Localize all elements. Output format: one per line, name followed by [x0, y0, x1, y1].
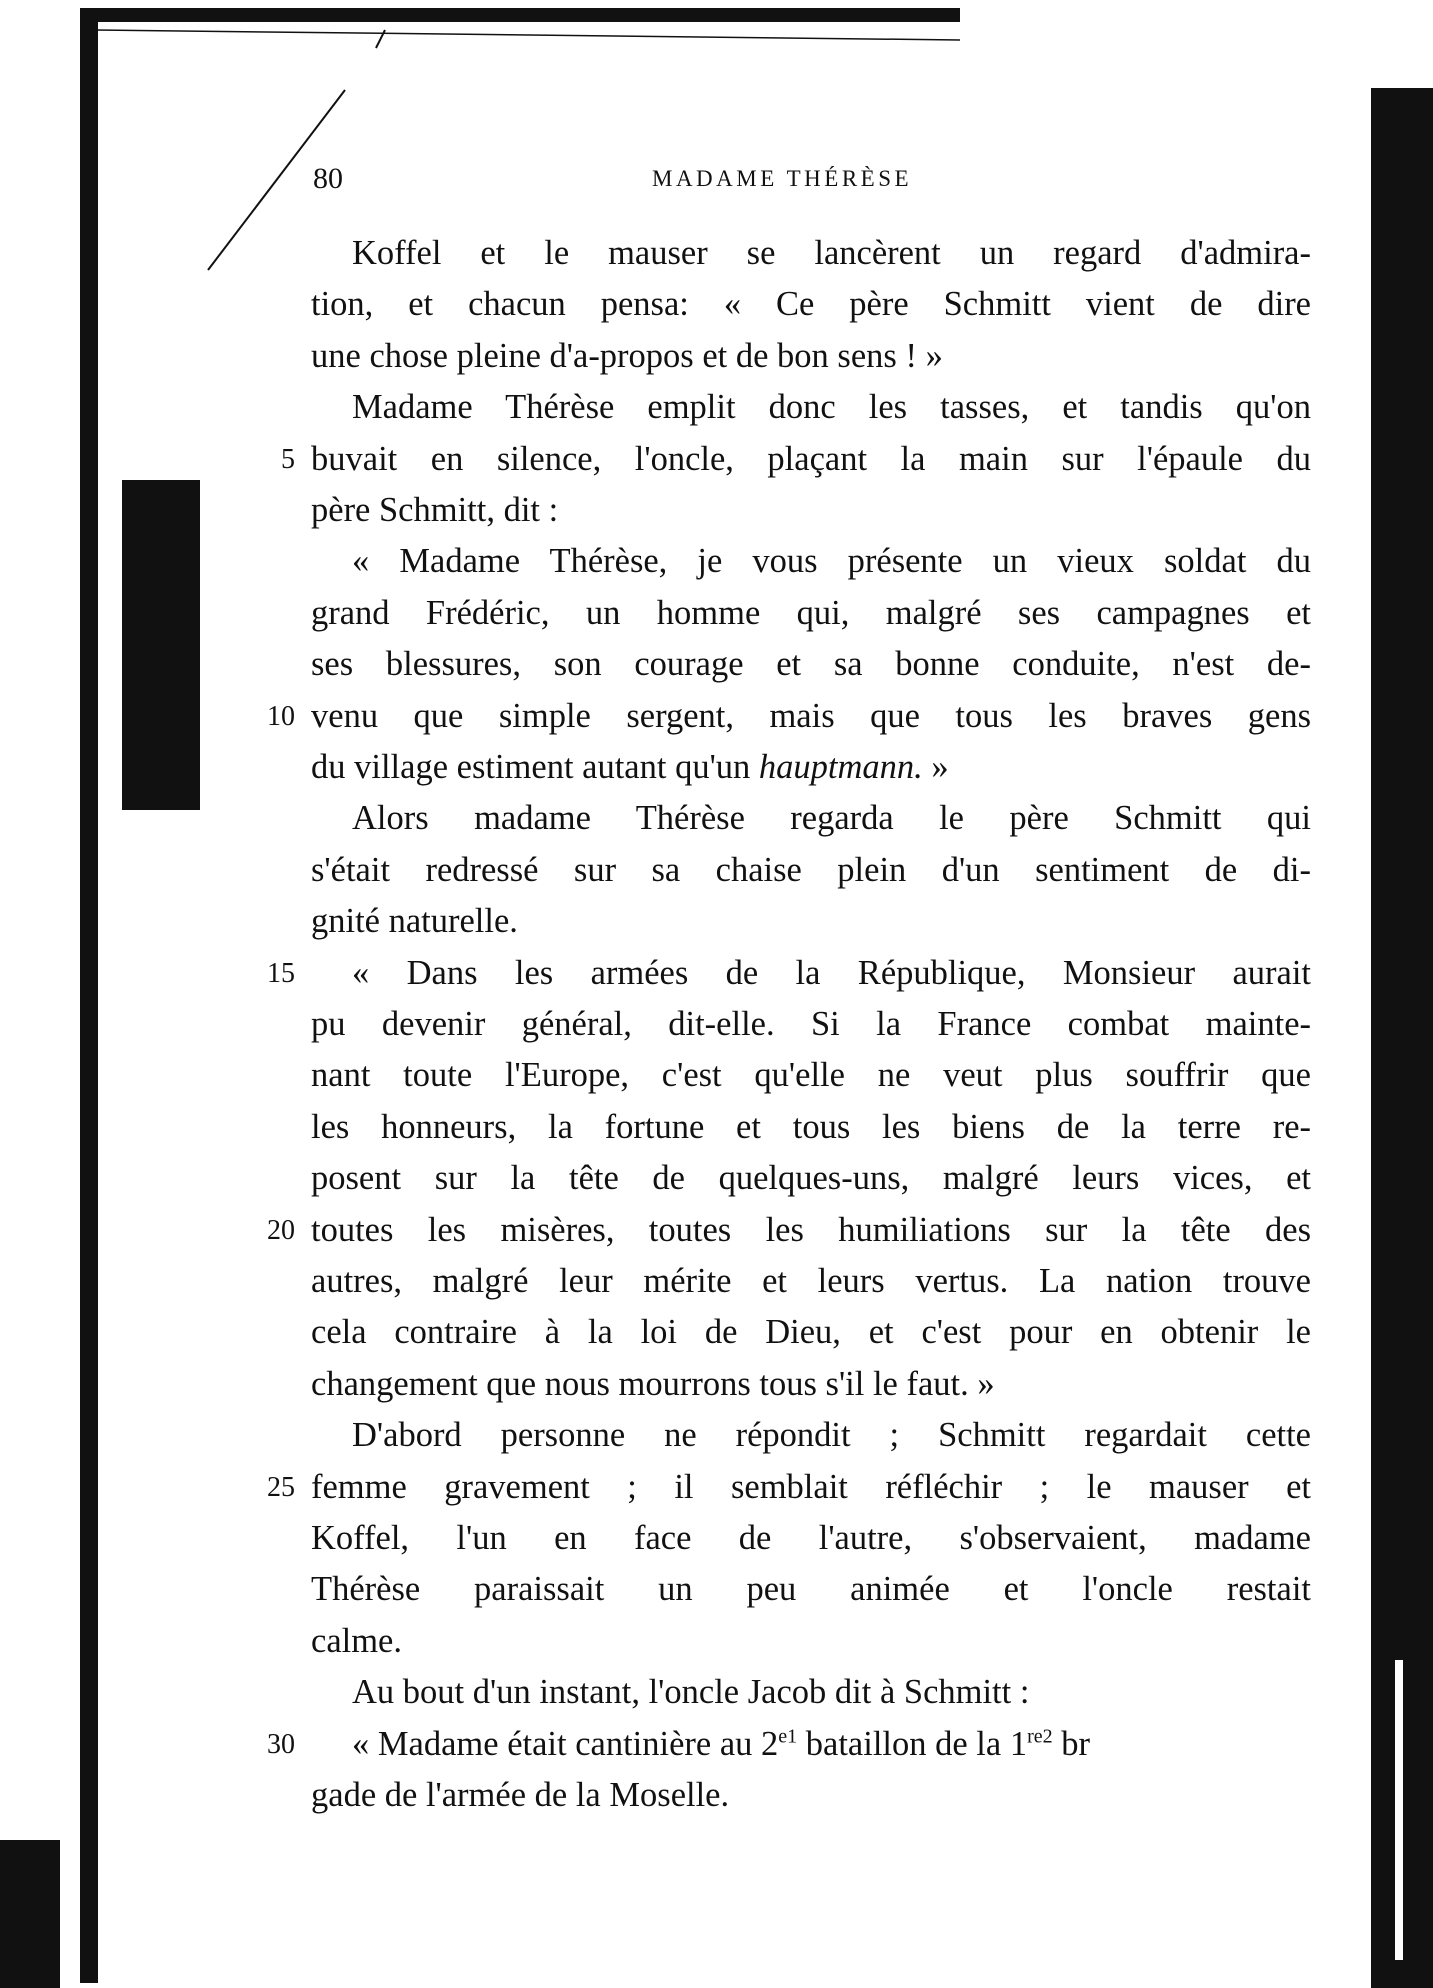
text-run: venu que simple sergent, mais que tous les braves gens — [311, 697, 1311, 735]
text-run: Thérèse paraissait un peu animée et l'oncle restait — [311, 1570, 1311, 1608]
text-run: buvait en silence, l'oncle, plaçant la main sur l'épaule du — [311, 440, 1311, 478]
text-run: » — [922, 748, 949, 786]
text-line — [311, 279, 1311, 330]
text-run: gnité naturelle. — [311, 902, 518, 940]
text-line — [311, 1616, 1311, 1667]
text-line — [311, 1359, 1311, 1410]
text-line — [311, 1770, 1311, 1821]
text-run: nant toute l'Europe, c'est qu'elle ne veut plus souffrir que — [311, 1056, 1311, 1094]
text-line — [352, 228, 1311, 279]
superscript: e1 — [778, 1725, 798, 1748]
text-line — [311, 742, 1311, 793]
text-line — [311, 1205, 1311, 1256]
text-line — [352, 1410, 1311, 1461]
text-run: cela contraire à la loi de Dieu, et c'est pour en obtenir le — [311, 1313, 1311, 1351]
line-number: 20 — [267, 1215, 295, 1246]
text-line — [311, 845, 1311, 896]
text-line — [311, 1462, 1311, 1513]
text-line — [311, 691, 1311, 742]
scan-smudge — [122, 480, 200, 810]
text-run: autres, malgré leur mérite et leurs vertus. La nation trouve — [311, 1262, 1311, 1300]
line-number: 15 — [267, 958, 295, 989]
text-run: père Schmitt, dit : — [311, 491, 559, 529]
scan-border-gap — [1395, 1660, 1403, 1960]
text-run: gade de l'armée de la Moselle. — [311, 1776, 730, 1814]
text-line — [311, 639, 1311, 690]
text-line — [311, 1153, 1311, 1204]
text-line — [352, 948, 1311, 999]
text-run: toutes les misères, toutes les humiliations sur la tête des — [311, 1211, 1311, 1249]
text-line — [311, 434, 1311, 485]
text-line — [352, 536, 1311, 587]
text-line — [311, 896, 1311, 947]
text-line — [311, 1307, 1311, 1358]
text-run: calme. — [311, 1622, 402, 1660]
text-line — [311, 999, 1311, 1050]
running-title: MADAME THÉRÈSE — [652, 166, 913, 191]
text-run: « Madame était cantinière au 2 — [352, 1725, 779, 1763]
text-run: « Dans les armées de la République, Monsieur aurait — [352, 954, 1311, 992]
italic-word: hauptmann. — [758, 748, 923, 786]
scan-border-left — [80, 8, 98, 1983]
text-run: br — [1052, 1725, 1091, 1763]
text-run: Koffel et le mauser se lancèrent un regard d'admira- — [352, 234, 1311, 272]
text-line — [311, 485, 1311, 536]
text-line — [311, 588, 1311, 639]
text-run: pu devenir général, dit-elle. Si la France combat mainte- — [311, 1005, 1311, 1043]
scan-corner-shadow — [0, 1840, 60, 1988]
text-line — [352, 793, 1311, 844]
page-number: 80 — [313, 162, 343, 195]
text-run: posent sur la tête de quelques-uns, malgré leurs vices, et — [311, 1159, 1311, 1197]
text-run: les honneurs, la fortune et tous les biens de la terre re- — [311, 1108, 1311, 1146]
text-run: Madame Thérèse emplit donc les tasses, et tandis qu'on — [352, 388, 1311, 426]
text-run: du village estiment autant qu'un — [311, 748, 759, 786]
superscript: re2 — [1027, 1725, 1053, 1748]
text-line — [311, 331, 1311, 382]
text-line — [311, 1050, 1311, 1101]
text-run: femme gravement ; il semblait réfléchir ; le mauser et — [311, 1468, 1311, 1506]
text-line — [352, 382, 1311, 433]
line-number: 5 — [281, 444, 295, 475]
line-number: 25 — [267, 1472, 295, 1503]
text-line — [352, 1719, 1311, 1770]
page-header — [0, 162, 1433, 202]
text-run: grand Frédéric, un homme qui, malgré ses campagnes et — [311, 594, 1311, 632]
text-line — [352, 1667, 1311, 1718]
text-line — [311, 1256, 1311, 1307]
text-run: Koffel, l'un en face de l'autre, s'observaient, madame — [311, 1519, 1311, 1557]
text-line — [311, 1564, 1311, 1615]
text-run: bataillon de la 1 — [797, 1725, 1028, 1763]
text-run: ses blessures, son courage et sa bonne conduite, n'est de- — [311, 645, 1311, 683]
text-run: une chose pleine d'a-propos et de bon sens ! » — [311, 337, 943, 375]
line-number: 10 — [267, 701, 295, 732]
text-run: changement que nous mourrons tous s'il le faut. » — [311, 1365, 995, 1403]
text-line — [311, 1513, 1311, 1564]
text-run: « Madame Thérèse, je vous présente un vieux soldat du — [352, 542, 1311, 580]
text-run: Au bout d'un instant, l'oncle Jacob dit à Schmitt : — [352, 1673, 1030, 1711]
text-run: D'abord personne ne répondit ; Schmitt regardait cette — [352, 1416, 1311, 1454]
text-line — [311, 1102, 1311, 1153]
text-run: s'était redressé sur sa chaise plein d'un sentiment de di- — [311, 851, 1311, 889]
line-number: 30 — [267, 1729, 295, 1760]
text-run: Alors madame Thérèse regarda le père Schmitt qui — [352, 799, 1311, 837]
text-run: tion, et chacun pensa: « Ce père Schmitt vient de dire — [311, 285, 1311, 323]
